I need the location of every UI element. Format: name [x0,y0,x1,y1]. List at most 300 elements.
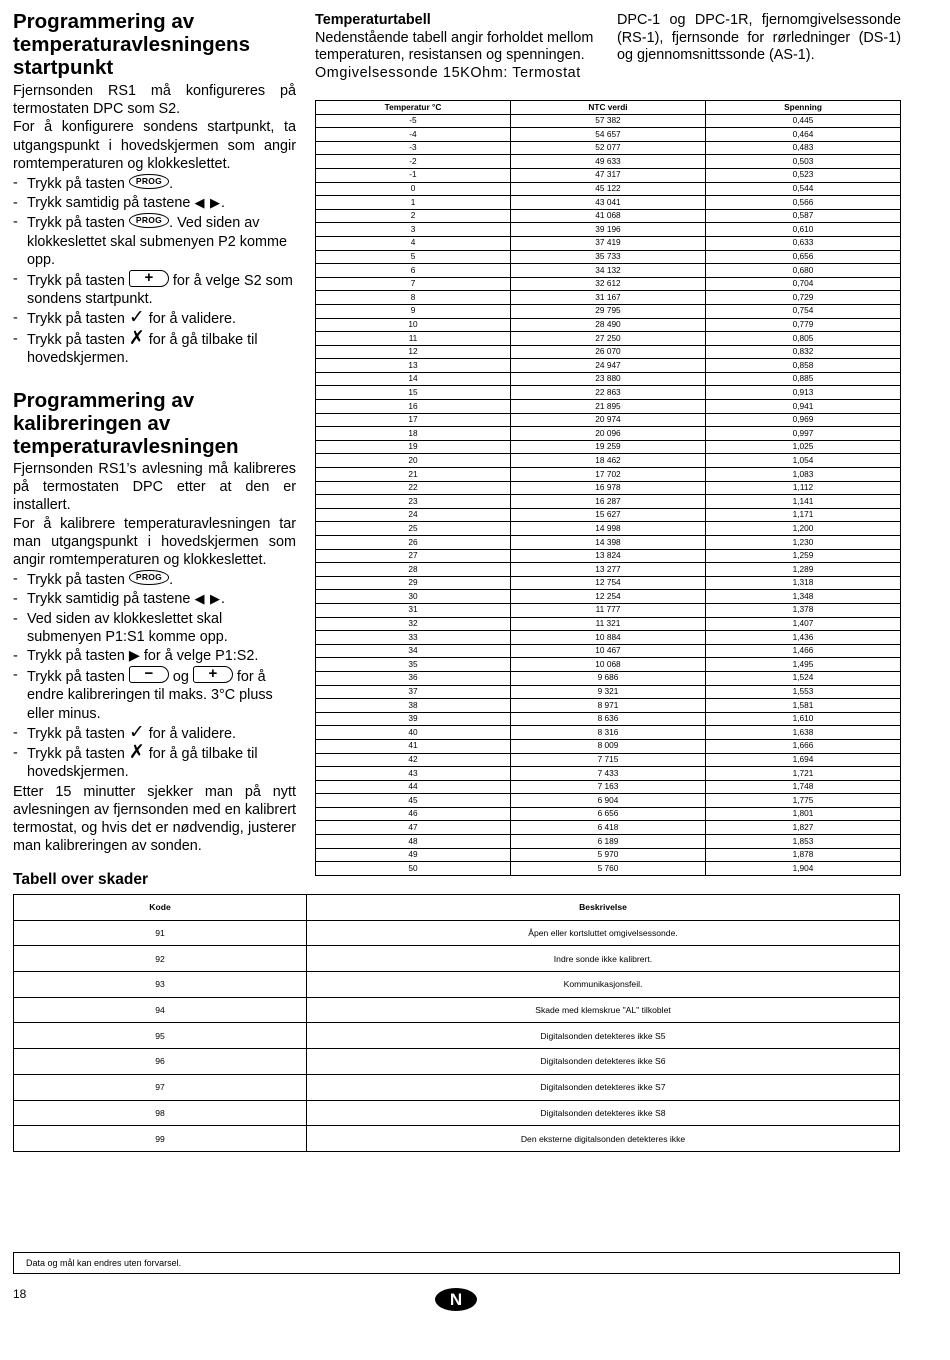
table-cell: 13 277 [511,563,706,577]
list-item: - Trykk på tasten ✓ for å validere. [13,309,296,328]
table-cell: 1,407 [706,617,901,631]
table-cell: 1,748 [706,780,901,794]
table-cell: 0,969 [706,413,901,427]
table-row [316,250,901,264]
table-cell: 1,083 [706,468,901,482]
table-cell: 12 [316,345,511,359]
table-cell: Digitalsonden detekteres ikke S5 [307,1023,900,1049]
table-row [316,726,901,740]
table-cell: 98 [14,1100,307,1126]
table-cell: 17 702 [511,468,706,482]
table-cell: 0,704 [706,277,901,291]
check-icon: ✓ [128,307,145,329]
table-row [14,997,900,1023]
table-row [316,400,901,414]
table-cell: 45 122 [511,182,706,196]
table-row [316,835,901,849]
table-cell: 5 760 [511,862,706,876]
table-row [316,141,901,155]
table-cell: 49 633 [511,155,706,169]
table-cell: 1,259 [706,549,901,563]
table-row [316,277,901,291]
table-cell: 1,348 [706,590,901,604]
list-item: - Trykk på tasten ✗ for å gå tilbake til hovedskjermen. [13,330,296,367]
table-row [316,603,901,617]
table-cell: 13 824 [511,549,706,563]
table-cell: 1,666 [706,739,901,753]
table-cell: 91 [14,920,307,946]
table-cell: 93 [14,972,307,998]
temperature-table [315,100,901,876]
table-cell: 21 [316,468,511,482]
table-cell: 13 [316,359,511,373]
table-cell: 19 259 [511,440,706,454]
table-cell: Kommunikasjonsfeil. [307,972,900,998]
table-cell: 0,832 [706,345,901,359]
table-cell: 1,801 [706,807,901,821]
table-cell: 6 418 [511,821,706,835]
table-row [316,332,901,346]
table-cell: 1,610 [706,712,901,726]
table-row [316,658,901,672]
table-cell: 0,544 [706,182,901,196]
table-cell: 50 [316,862,511,876]
table-cell: 16 978 [511,481,706,495]
plus-key-icon: + [129,270,169,287]
table-cell: 31 [316,603,511,617]
table-cell: Åpen eller kortsluttet omgivelsessonde. [307,920,900,946]
list-item: - Trykk på tasten ✓ for å validere. [13,724,296,743]
table-cell: 23 [316,495,511,509]
table-cell: 30 [316,590,511,604]
table-cell: 9 686 [511,671,706,685]
table-row [316,576,901,590]
header-description: Beskrivelse [307,895,900,921]
table-cell: 22 863 [511,386,706,400]
table-cell: 1,524 [706,671,901,685]
table-row [316,794,901,808]
list-item: - Trykk samtidig på tastene ◀ ▶. [13,590,296,608]
table-cell: 6 904 [511,794,706,808]
table-cell: 5 [316,250,511,264]
table-row [316,359,901,373]
table-cell: 20 096 [511,427,706,441]
table-cell: 96 [14,1049,307,1075]
table-cell: 45 [316,794,511,808]
table-row [316,522,901,536]
list-item: - Trykk på tasten PROG . [13,174,296,193]
table-cell: 1,827 [706,821,901,835]
table-cell: 2 [316,209,511,223]
table-cell: 29 795 [511,304,706,318]
table-row [316,155,901,169]
table-cell: 99 [14,1126,307,1152]
table-cell: 39 196 [511,223,706,237]
table-cell: 5 970 [511,848,706,862]
table-row [316,481,901,495]
table-cell: 43 041 [511,196,706,210]
table-cell: 0,633 [706,236,901,250]
check-icon: ✓ [128,721,145,743]
table-cell: 44 [316,780,511,794]
table-cell: 0,805 [706,332,901,346]
minus-key-icon: − [129,666,169,683]
table-cell: 20 [316,454,511,468]
list-item: - Trykk på tasten + for å velge S2 som sondens startpunkt. [13,270,296,308]
table-cell: 41 068 [511,209,706,223]
table-row [316,821,901,835]
language-badge: N [435,1288,477,1311]
table-cell: 11 321 [511,617,706,631]
table-header-row [316,101,901,115]
table-cell: 15 [316,386,511,400]
table-cell: 0,566 [706,196,901,210]
table-cell: 1,318 [706,576,901,590]
table-cell: 16 [316,400,511,414]
table-row [316,699,901,713]
temperature-intro [315,12,603,82]
temperature-intro-line2: Omgivelsessonde 15KOhm: Termostat [315,64,581,81]
table-cell: 0,464 [706,128,901,142]
section-calibration-title: Programmering av kalibreringen av temperaturavlesningen [13,389,239,459]
table-cell: 24 [316,508,511,522]
table-row [316,807,901,821]
table-cell: 1,878 [706,848,901,862]
table-cell: 27 250 [511,332,706,346]
table-row [316,631,901,645]
table-cell: 15 627 [511,508,706,522]
table-cell: -4 [316,128,511,142]
table-cell: 16 287 [511,495,706,509]
table-row [316,413,901,427]
table-cell: 1,721 [706,767,901,781]
table-cell: 10 884 [511,631,706,645]
table-row [316,848,901,862]
table-cell: 49 [316,848,511,862]
table-cell: 8 [316,291,511,305]
table-row [316,304,901,318]
table-cell: 8 009 [511,739,706,753]
table-cell: 11 [316,332,511,346]
table-cell: 35 [316,658,511,672]
left-right-arrows-icon: ◀ ▶ [194,591,222,607]
list-item: - Trykk på tasten PROG . Ved siden av klokkeslettet skal submenyen P2 komme opp. [13,213,296,269]
table-cell: 0,729 [706,291,901,305]
table-row [316,495,901,509]
table-cell: 1,200 [706,522,901,536]
table-cell: 0,483 [706,141,901,155]
table-row [14,920,900,946]
list-item: - Ved siden av klokkeslettet skal submenyen P1:S1 komme opp. [13,610,296,646]
table-cell: -5 [316,114,511,128]
table-cell: 0,503 [706,155,901,169]
table-cell: 1,638 [706,726,901,740]
table-row [14,1074,900,1100]
table-cell: 3 [316,223,511,237]
table-cell: 34 132 [511,264,706,278]
table-cell: 0,754 [706,304,901,318]
prog-key-icon: PROG [129,174,169,189]
temperature-intro-right: DPC-1 og DPC-1R, fjernomgivelsessonde (RS-1), fjernsonde for rørledninger (DS-1) og gjennomsnittssonde (AS-1). [617,12,901,63]
table-cell: 10 467 [511,644,706,658]
table-row [316,508,901,522]
table-cell: 14 [316,372,511,386]
table-cell: 23 880 [511,372,706,386]
table-row [316,128,901,142]
header-voltage: Spenning [706,101,901,115]
table-row [316,753,901,767]
table-row [316,590,901,604]
table-row [316,617,901,631]
table-row [316,739,901,753]
damage-table [13,894,900,1152]
table-cell: 0,779 [706,318,901,332]
table-row [14,1023,900,1049]
table-row [316,318,901,332]
table-cell: 1,466 [706,644,901,658]
list-item: - Trykk på tasten PROG . [13,570,296,589]
table-cell: -1 [316,168,511,182]
table-row [316,549,901,563]
table-cell: 1,495 [706,658,901,672]
table-cell: 8 636 [511,712,706,726]
table-cell: 97 [14,1074,307,1100]
header-ntc: NTC verdi [511,101,706,115]
table-cell: Den eksterne digitalsonden detekteres ikke [307,1126,900,1152]
damage-table-body [14,920,900,1151]
table-row [316,209,901,223]
table-cell: 32 612 [511,277,706,291]
table-cell: 0,523 [706,168,901,182]
table-cell: 29 [316,576,511,590]
table-cell: 22 [316,481,511,495]
table-row [316,644,901,658]
table-cell: 14 998 [511,522,706,536]
table-cell: 1,378 [706,603,901,617]
left-column [13,10,296,855]
table-cell: 27 [316,549,511,563]
table-cell: 32 [316,617,511,631]
table-cell: 47 317 [511,168,706,182]
cross-icon: ✗ [128,327,145,349]
table-cell: Digitalsonden detekteres ikke S7 [307,1074,900,1100]
table-cell: 40 [316,726,511,740]
table-cell: 41 [316,739,511,753]
header-code: Kode [14,895,307,921]
table-cell: 34 [316,644,511,658]
plus-key-icon: + [193,666,233,683]
table-cell: 48 [316,835,511,849]
table-cell: 42 [316,753,511,767]
table-cell: 1 [316,196,511,210]
table-cell: 0,885 [706,372,901,386]
table-cell: 47 [316,821,511,835]
table-cell: 1,141 [706,495,901,509]
table-cell: 0,680 [706,264,901,278]
table-cell: 95 [14,1023,307,1049]
table-cell: 0,445 [706,114,901,128]
table-row [316,563,901,577]
section-start-p2: For å konfigurere sondens startpunkt, ta utgangspunkt i hovedskjermen som angir romtemperaturen og klokkeslettet. [13,119,296,172]
table-cell: 0,610 [706,223,901,237]
table-row [316,114,901,128]
table-row [316,223,901,237]
table-cell: 19 [316,440,511,454]
table-cell: 20 974 [511,413,706,427]
right-arrow-icon: ▶ [128,648,140,665]
table-cell: 26 [316,536,511,550]
table-row [316,236,901,250]
table-row [316,182,901,196]
table-row [316,454,901,468]
damage-table-title: Tabell over skader [13,871,148,888]
table-cell: 1,581 [706,699,901,713]
table-cell: 52 077 [511,141,706,155]
table-cell: 1,025 [706,440,901,454]
table-cell: 0,587 [706,209,901,223]
table-cell: 1,775 [706,794,901,808]
table-cell: 0,858 [706,359,901,373]
table-row [316,468,901,482]
section-calibration-steps [13,570,296,781]
table-cell: 6 189 [511,835,706,849]
table-row [316,345,901,359]
table-cell: 36 [316,671,511,685]
table-cell: 6 656 [511,807,706,821]
table-cell: 37 [316,685,511,699]
table-cell: Skade med klemskrue "AL" tilkoblet [307,997,900,1023]
table-cell: 7 715 [511,753,706,767]
table-cell: 9 [316,304,511,318]
list-item: - Trykk på tasten ✗ for å gå tilbake til hovedskjermen. [13,744,296,781]
table-cell: 28 490 [511,318,706,332]
table-row [316,168,901,182]
list-item: - Trykk samtidig på tastene ◀ ▶. [13,194,296,212]
table-cell: 28 [316,563,511,577]
section-calibration-p3: Etter 15 minutter sjekker man på nytt avlesningen av fjernsonden med en kalibrert termostat, og hvis det er nødvendig, justerer man kalibreringen av sonden. [13,783,296,855]
section-start-p1: Fjernsonden RS1 må konfigureres på termostaten DPC som S2. [13,83,296,118]
table-cell: -2 [316,155,511,169]
table-cell: 6 [316,264,511,278]
table-cell: 12 254 [511,590,706,604]
temperature-intro-line1: Nedenstående tabell angir forholdet mellom temperaturen, resistansen og spenningen. [315,29,594,63]
table-row [316,291,901,305]
table-cell: 14 398 [511,536,706,550]
table-cell: 1,289 [706,563,901,577]
table-cell: 1,904 [706,862,901,876]
table-cell: 43 [316,767,511,781]
table-cell: -3 [316,141,511,155]
temperature-table-title: Temperaturtabell [315,12,431,28]
header-temperature: Temperatur °C [316,101,511,115]
table-cell: 1,171 [706,508,901,522]
table-row [14,1049,900,1075]
table-cell: 18 462 [511,454,706,468]
table-cell: 54 657 [511,128,706,142]
table-row [14,1100,900,1126]
table-row [14,972,900,998]
table-cell: 94 [14,997,307,1023]
table-cell: 1,230 [706,536,901,550]
table-row [14,946,900,972]
list-item: - Trykk på tasten − og + for å endre kalibreringen til maks. 3°C pluss eller minus. [13,666,296,723]
table-cell: 39 [316,712,511,726]
table-cell: 11 777 [511,603,706,617]
prog-key-icon: PROG [129,213,169,228]
table-cell: 1,853 [706,835,901,849]
table-cell: 17 [316,413,511,427]
table-cell: 0,913 [706,386,901,400]
page-number: 18 [13,1287,27,1301]
table-cell: 10 [316,318,511,332]
table-cell: 9 321 [511,685,706,699]
table-cell: 37 419 [511,236,706,250]
table-cell: 10 068 [511,658,706,672]
table-row [316,264,901,278]
table-row [316,386,901,400]
table-row [316,767,901,781]
table-cell: 35 733 [511,250,706,264]
table-cell: 0,656 [706,250,901,264]
table-cell: Digitalsonden detekteres ikke S8 [307,1100,900,1126]
table-cell: 1,054 [706,454,901,468]
temperature-table-body [316,114,901,875]
table-row [316,372,901,386]
table-cell: 33 [316,631,511,645]
cross-icon: ✗ [128,742,145,764]
table-cell: 7 433 [511,767,706,781]
table-row [316,427,901,441]
section-calibration-p1: Fjernsonden RS1’s avlesning må kalibreres på termostaten DPC etter at den er installert. [13,461,296,514]
table-cell: 0,997 [706,427,901,441]
table-cell: 24 947 [511,359,706,373]
table-row [316,536,901,550]
table-cell: 7 163 [511,780,706,794]
table-cell: 1,436 [706,631,901,645]
section-calibration-p2: For å kalibrere temperaturavlesningen tar man utgangspunkt i hovedskjermen som angir romtemperaturen og klokkeslettet. [13,515,296,569]
table-header-row [14,895,900,921]
table-cell: 25 [316,522,511,536]
table-cell: 18 [316,427,511,441]
table-cell: 1,553 [706,685,901,699]
left-right-arrows-icon: ◀ ▶ [194,195,222,211]
table-cell: 38 [316,699,511,713]
table-row [316,440,901,454]
section-start-title: Programmering av temperaturavlesningens startpunkt [13,10,250,79]
table-cell: 8 971 [511,699,706,713]
table-cell: Digitalsonden detekteres ikke S6 [307,1049,900,1075]
table-cell: 57 382 [511,114,706,128]
table-cell: Indre sonde ikke kalibrert. [307,946,900,972]
disclaimer-note: Data og mål kan endres uten forvarsel. [13,1252,900,1274]
prog-key-icon: PROG [129,570,169,585]
list-item: - Trykk på tasten ▶ for å velge P1:S2. [13,647,296,665]
table-cell: 7 [316,277,511,291]
table-row [316,671,901,685]
table-cell: 21 895 [511,400,706,414]
table-row [316,862,901,876]
table-cell: 12 754 [511,576,706,590]
table-row [14,1126,900,1152]
table-cell: 0 [316,182,511,196]
table-cell: 1,694 [706,753,901,767]
table-row [316,685,901,699]
table-row [316,780,901,794]
table-cell: 26 070 [511,345,706,359]
table-cell: 4 [316,236,511,250]
section-start-steps [13,174,296,367]
table-cell: 92 [14,946,307,972]
